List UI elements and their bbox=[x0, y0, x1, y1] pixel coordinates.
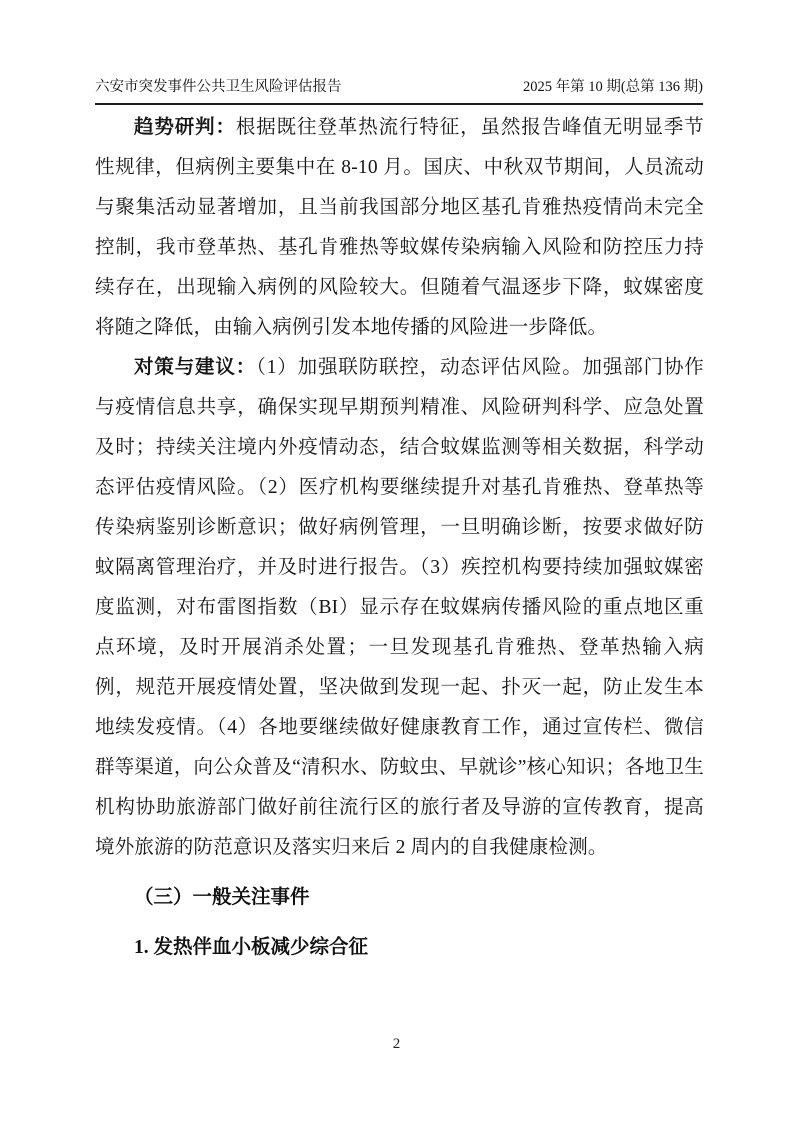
paragraph-trend-analysis-text: 根据既往登革热流行特征，虽然报告峰值无明显季节性规律，但病例主要集中在 8-10 月。国庆、中秋双节期间，人员流动与聚集活动显著增加，且当前我国部分地区基孔肯雅热疫情尚未完全控制，我市登革热、基孔肯雅热等蚊媒传染病输入风险和防控压力持续存在，出现输入病例的风险较大。但随着气温逐步下降，蚊媒密度将随之降低，由输入病例引发本地传播的风险进一步降低。 bbox=[95, 117, 704, 338]
paragraph-countermeasures-lead: 对策与建议： bbox=[134, 357, 257, 378]
section-heading: （三）一般关注事件 bbox=[134, 887, 310, 908]
header-issue-info: 2025 年第 10 期(总第 136 期) bbox=[522, 79, 703, 95]
paragraph-countermeasures bbox=[95, 348, 704, 868]
header-report-title: 六安市突发事件公共卫生风险评估报告 bbox=[95, 79, 342, 95]
paragraph-trend-analysis bbox=[95, 108, 704, 348]
document-body bbox=[95, 108, 704, 968]
page-header bbox=[95, 78, 703, 105]
paragraph-countermeasures-text: （1）加强联防联控，动态评估风险。加强部门协作与疫情信息共享，确保实现早期预判精准、风险研判科学、应急处置及时；持续关注境内外疫情动态，结合蚊媒监测等相关数据，科学动态评估疫情风险。（2）医疗机构要继续提升对基孔肯雅热、登革热等传染病鉴别诊断意识；做好病例管理，一旦明确诊断，按要求做好防蚊隔离管理治疗，并及时进行报告。（3）疾控机构要持续加强蚊媒密度监测，对布雷图指数（BI）显示存在蚊媒病传播风险的重点地区重点环境，及时开展消杀处置；一旦发现基孔肯雅热、登革热输入病例，规范开展疫情处置，坚决做到发现一起、扑灭一起，防止发生本地续发疫情。（4）各地要继续做好健康教育工作，通过宣传栏、微信群等渠道，向公众普及“清积水、防蚊虫、早就诊”核心知识；各地卫生机构协助旅游部门做好前往流行区的旅行者及导游的宣传教育，提高境外旅游的防范意识及落实归来后 2 周内的自我健康检测。 bbox=[95, 357, 704, 858]
subsection-heading: 1. 发热伴血小板减少综合征 bbox=[134, 937, 369, 958]
paragraph-trend-analysis-lead: 趋势研判： bbox=[134, 117, 236, 138]
page-number: 2 bbox=[392, 1036, 401, 1052]
